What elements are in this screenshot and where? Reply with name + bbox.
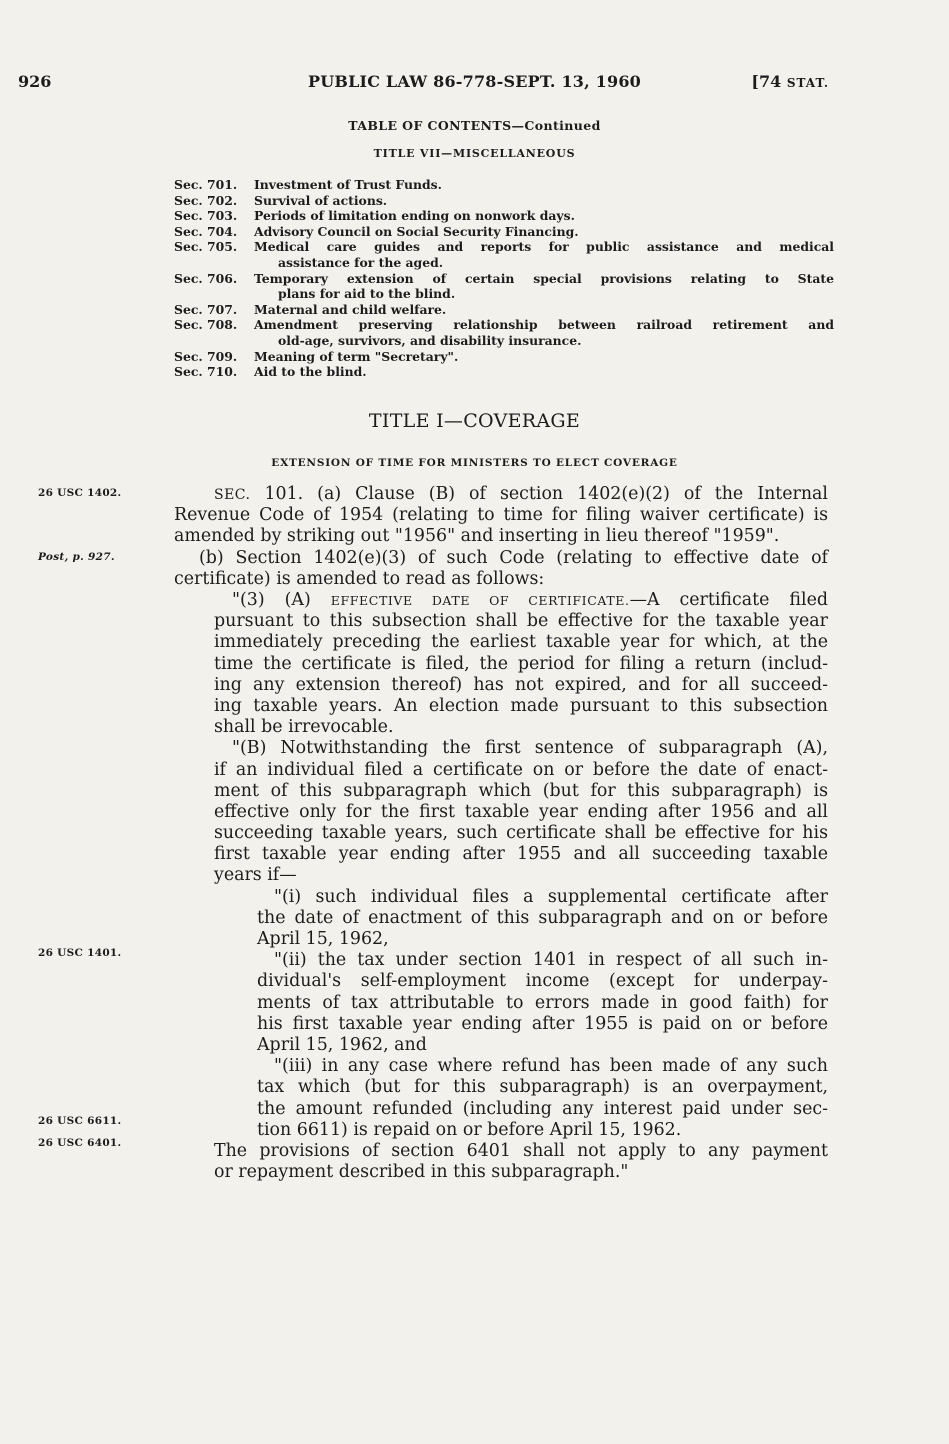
sec-label: SEC. <box>214 487 251 503</box>
toc-sec-number: Sec. 705. <box>174 239 238 255</box>
text-line: Revenue Code of 1954 (relating to time for filing waiver certificate) is <box>174 505 828 525</box>
toc-sec-text-wrap <box>254 271 834 302</box>
toc-sec-text: Advisory Council on Social Security Financing. <box>254 223 579 239</box>
line-text: 101. (a) Clause (B) of section 1402(e)(2) of the Internal <box>250 484 828 504</box>
toc-entry <box>174 193 834 209</box>
page-number: 926 <box>18 72 52 91</box>
toc-title: TABLE OF CONTENTS—Continued <box>348 118 601 133</box>
toc-sec-number: Sec. 701. <box>174 177 238 192</box>
toc-entry <box>174 208 834 224</box>
text-line: the date of enactment of this subparagraph and on or before <box>257 908 828 928</box>
toc-sec-text: Periods of limitation ending on nonwork days. <box>254 208 575 224</box>
text-line: amended by striking out "1956" and inserting in lieu thereof "1959". <box>174 526 780 546</box>
toc-entry <box>174 224 834 240</box>
text-line: tion 6611) is repaid on or before April 15, 1962. <box>257 1120 682 1140</box>
text-line: ments of tax attributable to errors made in good faith) for <box>257 993 828 1013</box>
toc-sec-text: Meaning of term "Secretary". <box>254 348 459 364</box>
text-line: pursuant to this subsection shall be effective for the taxable year <box>214 611 828 631</box>
margin-note: 26 USC 6611. <box>38 1115 122 1127</box>
toc-entry <box>174 317 834 348</box>
text-line: "(i) such individual files a supplemental certificate after <box>274 887 828 907</box>
toc-sec-text-cont: old-age, survivors, and disability insurance. <box>278 332 582 348</box>
toc-sec-text: Investment of Trust Funds. <box>254 177 442 192</box>
text-line: succeeding taxable years, such certificate shall be effective for his <box>214 823 828 843</box>
toc-sec-number: Sec. 707. <box>174 301 238 317</box>
toc-sec-text: Medical care guides and reports for public assistance and medical <box>254 239 834 255</box>
toc-sec-number: Sec. 709. <box>174 348 238 364</box>
toc-sec-number: Sec. 702. <box>174 192 238 208</box>
toc-sec-number: Sec. 706. <box>174 270 238 286</box>
margin-note: 26 USC 1402. <box>38 487 122 499</box>
table-of-contents <box>174 177 834 380</box>
toc-sec-text-cont: plans for aid to the blind. <box>278 286 456 302</box>
text-line: or repayment described in this subparagraph." <box>214 1162 629 1182</box>
text-line: April 15, 1962, <box>257 929 389 949</box>
toc-sec-text-wrap <box>254 317 834 348</box>
text-line: if an individual filed a certificate on or before the date of enact- <box>214 760 828 780</box>
text-line: ment of this subparagraph which (but for this subparagraph) is <box>214 781 828 801</box>
margin-note <box>38 551 115 563</box>
toc-sec-text: Amendment preserving relationship between railroad retirement and <box>254 317 834 333</box>
citation-word: STAT. <box>786 76 829 90</box>
toc-sec-text: Aid to the blind. <box>254 364 367 380</box>
toc-sec-number: Sec. 703. <box>174 208 238 224</box>
text-line: time the certificate is filed, the period for filing a return (includ- <box>214 654 828 674</box>
text-line: years if— <box>214 865 297 885</box>
toc-sec-text-wrap <box>254 239 834 270</box>
toc-subtitle: TITLE VII—MISCELLANEOUS <box>373 147 576 160</box>
header-citation <box>751 72 829 91</box>
text-line: April 15, 1962, and <box>257 1035 427 1055</box>
text-line <box>214 484 828 506</box>
toc-entry <box>174 271 834 302</box>
text-line: the amount refunded (including any interest paid under sec- <box>257 1099 828 1119</box>
text-line: (b) Section 1402(e)(3) of such Code (relating to effective date of <box>199 548 828 568</box>
text-line: "(ii) the tax under section 1401 in respect of all such in- <box>274 950 828 970</box>
toc-sec-number: Sec. 708. <box>174 317 238 333</box>
section-heading: EXTENSION OF TIME FOR MINISTERS TO ELECT COVERAGE <box>271 457 678 469</box>
subpara-caption: EFFECTIVE DATE OF CERTIFICATE. <box>330 593 630 608</box>
text-line: tax which (but for this subparagraph) is an overpayment, <box>257 1077 828 1097</box>
header-title: PUBLIC LAW 86-778-SEPT. 13, 1960 <box>307 72 641 91</box>
toc-sec-number: Sec. 710. <box>174 364 238 380</box>
line-text: "(3) (A) <box>232 590 311 610</box>
toc-sec-text: Maternal and child welfare. <box>254 301 447 317</box>
toc-sec-number: Sec. 704. <box>174 223 238 239</box>
text-line: effective only for the first taxable year ending after 1956 and all <box>214 802 828 822</box>
text-line: "(iii) in any case where refund has been made of any such <box>274 1056 828 1076</box>
text-line: certificate) is amended to read as follows: <box>174 569 545 589</box>
toc-sec-text: Temporary extension of certain special provisions relating to State <box>254 270 834 286</box>
margin-note: 26 USC 6401. <box>38 1137 122 1149</box>
text-line: ing any extension thereof) has not expired, and for all succeed- <box>214 675 828 695</box>
text-line: first taxable year ending after 1955 and all succeeding taxable <box>214 844 828 864</box>
running-header <box>0 72 949 96</box>
toc-entry <box>174 239 834 270</box>
text-line: dividual's self-employment income (except for underpay- <box>257 971 828 991</box>
text-line: "(B) Notwithstanding the first sentence of subparagraph (A), <box>232 738 828 758</box>
text-line: shall be irrevocable. <box>214 717 394 737</box>
toc-entry <box>174 302 834 318</box>
toc-entry <box>174 364 834 380</box>
text-line: immediately preceding the earliest taxable year for which, at the <box>214 632 828 652</box>
title-heading: TITLE I—COVERAGE <box>368 410 581 432</box>
margin-note-text: Post, p. 927. <box>38 551 115 563</box>
citation-volume: [74 <box>751 72 782 91</box>
margin-note: 26 USC 1401. <box>38 947 122 959</box>
text-line: The provisions of section 6401 shall not apply to any payment <box>214 1141 828 1161</box>
text-line <box>232 590 828 611</box>
line-text: —A certificate filed <box>629 590 828 610</box>
toc-entry <box>174 349 834 365</box>
toc-entry <box>174 177 834 193</box>
text-line: ing taxable years. An election made pursuant to this subsection <box>214 696 828 716</box>
toc-sec-text-cont: assistance for the aged. <box>278 254 444 270</box>
text-line: his first taxable year ending after 1955 is paid on or before <box>257 1014 828 1034</box>
toc-sec-text: Survival of actions. <box>254 192 388 208</box>
